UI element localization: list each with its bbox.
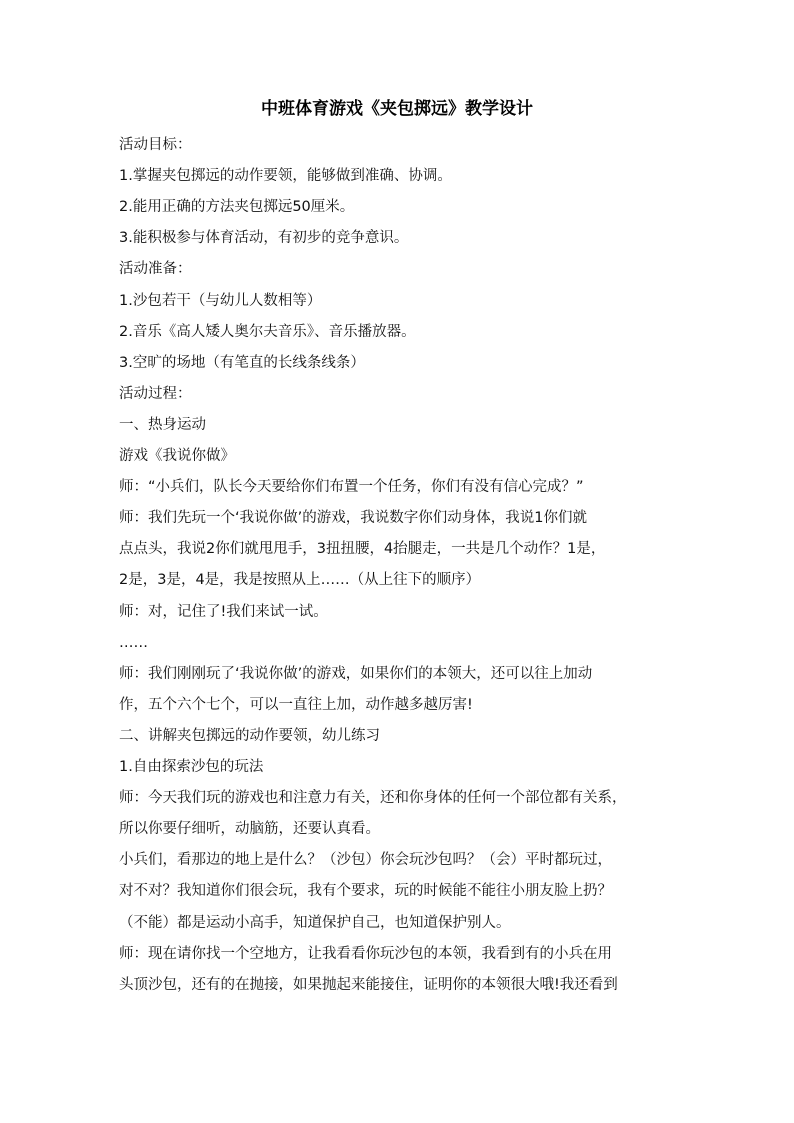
body-line: 二、讲解夹包掷远的动作要领，幼儿练习: [119, 727, 380, 744]
body-line: 作，五个六个七个，可以一直往上加，动作越多越厉害!: [119, 696, 473, 713]
body-line: 2.能用正确的方法夹包掷远50厘米。: [119, 199, 355, 216]
body-line: 所以你要仔细听，动脑筋，还要认真看。: [119, 821, 380, 838]
body-line: 活动过程：: [119, 385, 192, 402]
body-line: （不能）都是运动小高手，知道保护自己，也知道保护别人。: [119, 914, 511, 931]
body-line: ……: [119, 634, 148, 651]
body-line: 师：今天我们玩的游戏也和注意力有关，还和你身体的任何一个部位都有关系，: [119, 790, 627, 807]
body-line: 1.沙包若干（与幼儿人数相等）: [119, 292, 322, 309]
body-line: 师：我们先玩一个‘我说你做’的游戏，我说数字你们动身体，我说1你们就: [119, 510, 587, 527]
body-line: 2.音乐《高人矮人奥尔夫音乐》、音乐播放器。: [119, 323, 416, 340]
body-line: 师：“小兵们，队长今天要给你们布置一个任务，你们有没有信心完成？”: [119, 479, 584, 496]
document-title: 中班体育游戏《夹包掷远》教学设计: [261, 99, 533, 119]
body-line: 3.空旷的场地（有笔直的长线条线条）: [119, 354, 365, 371]
body-line: 2是，3是，4是，我是按照从上……（从上往下的顺序）: [119, 572, 481, 589]
body-line: 头顶沙包，还有的在抛接，如果抛起来能接住，证明你的本领很大哦!我还看到: [119, 976, 618, 993]
body-line: 活动目标：: [119, 137, 192, 153]
body-line: 小兵们，看那边的地上是什么？（沙包）你会玩沙包吗？（会）平时都玩过，: [119, 852, 612, 869]
body-line: 师：我们刚刚玩了‘我说你做’的游戏，如果你们的本领大，还可以往上加动: [119, 665, 593, 682]
body-line: 师：现在请你找一个空地方，让我看看你玩沙包的本领，我看到有的小兵在用: [119, 945, 612, 962]
body-line: 游戏《我说你做》: [119, 448, 235, 464]
body-line: 3.能积极参与体育活动，有初步的竞争意识。: [119, 230, 409, 247]
body-line: 点点头，我说2你们就甩甩手，3扭扭腰，4抬腿走，一共是几个动作？1是，: [119, 541, 606, 558]
body-line: 一、热身运动: [119, 416, 206, 433]
body-line: 1.掌握夹包掷远的动作要领，能够做到准确、协调。: [119, 168, 452, 185]
body-line: 师：对，记住了!我们来试一试。: [119, 603, 328, 620]
body-line: 1.自由探索沙包的玩法: [119, 759, 264, 775]
body-line: 活动准备：: [119, 261, 192, 278]
body-line: 对不对？我知道你们很会玩，我有个要求，玩的时候能不能往小朋友脸上扔？: [119, 883, 612, 900]
